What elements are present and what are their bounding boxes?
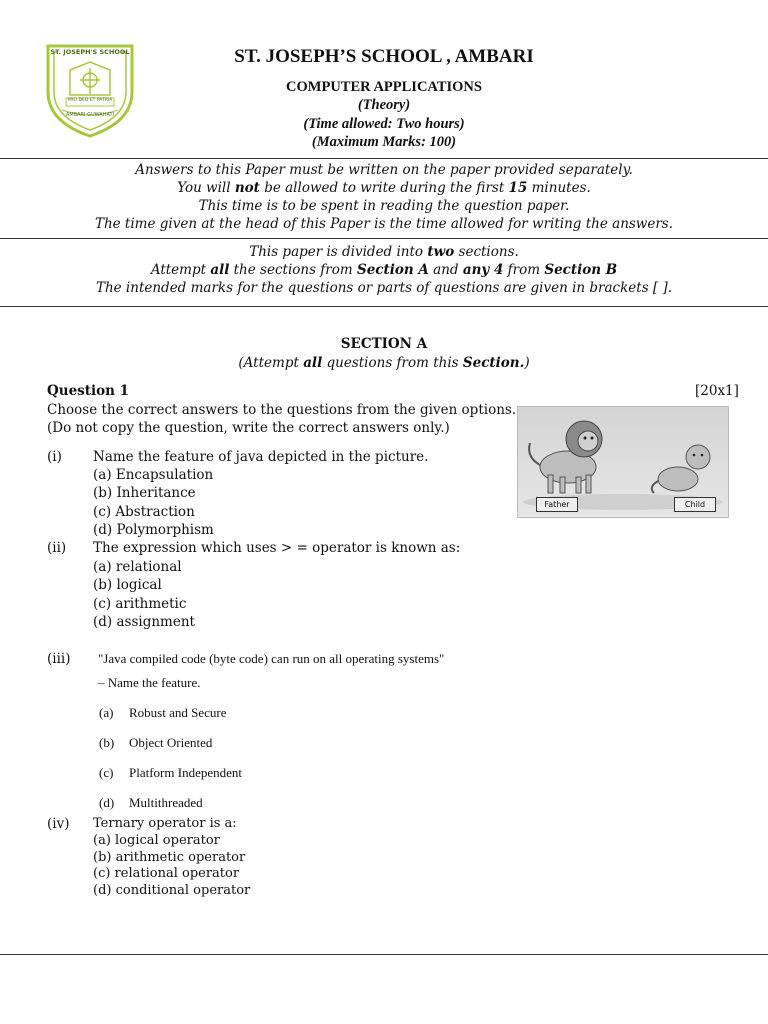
item-text: "Java compiled code (byte code) can run on all operating systems" [98, 651, 445, 666]
option: Platform Independent [129, 765, 242, 780]
divider-1 [0, 158, 768, 159]
option: (d) assignment [93, 614, 195, 630]
subject-title: COMPUTER APPLICATIONS [286, 79, 482, 95]
text-bold: all [303, 355, 323, 371]
text-bold: Section A [356, 262, 429, 278]
option-letter: (c) [99, 765, 114, 780]
divider-2 [0, 238, 768, 239]
logo-bottom-text: AMBARI GUWAHATI [65, 112, 115, 118]
theory-label: (Theory) [357, 97, 411, 113]
text-bold: Section B [544, 262, 618, 278]
text: You will [177, 180, 235, 196]
option-letter: (a) [99, 705, 114, 720]
text-bold: not [234, 180, 260, 196]
instruction-line: The intended marks for the questions or parts of questions are given in brackets [ ]. [95, 280, 673, 296]
option: (a) logical operator [93, 833, 220, 848]
option: Object Oriented [129, 735, 213, 750]
option-letter: (b) [99, 735, 115, 750]
item-number: (iv) [47, 816, 70, 832]
item-number: (ii) [47, 540, 67, 556]
option: (a) Encapsulation [93, 467, 214, 483]
father-label: Father [536, 497, 578, 512]
option-letter: (d) [99, 795, 115, 810]
text: This paper is divided into [249, 244, 428, 260]
text: minutes. [527, 180, 591, 196]
school-name: ST. JOSEPH’S SCHOOL , AMBARI [234, 46, 534, 67]
item-text: The expression which uses > = operator is known as: [93, 540, 461, 556]
section-subtitle [0, 355, 768, 371]
logo-motto: PRO DEO ET PATRIA [67, 98, 113, 103]
option: Multithreaded [129, 795, 203, 810]
instruction-line [0, 244, 768, 260]
item-number: (i) [47, 449, 62, 465]
text: from [503, 262, 545, 278]
text: ) [524, 355, 530, 371]
question-intro: Choose the correct answers to the questions from the given options. [47, 402, 517, 418]
child-label: Child [674, 497, 716, 512]
option: (c) Abstraction [93, 504, 195, 520]
instruction-line: Answers to this Paper must be written on the paper provided separately. [135, 162, 633, 178]
page-bottom-divider [0, 954, 768, 955]
option: (d) Polymorphism [93, 522, 214, 538]
item-text: – Name the feature. [98, 675, 201, 690]
option: (b) Inheritance [93, 485, 196, 501]
text: Attempt [150, 262, 211, 278]
option: (a) relational [93, 559, 182, 575]
instruction-line: The time given at the head of this Paper is the time allowed for writing the answers. [94, 216, 674, 232]
option: (c) relational operator [93, 866, 240, 881]
section-title: SECTION A [340, 336, 428, 352]
question-label: Question 1 [47, 383, 130, 399]
instruction-line [0, 262, 768, 278]
instruction-line: This time is to be spent in reading the question paper. [198, 198, 570, 214]
item-number: (iii) [47, 651, 71, 667]
text-bold: two [427, 244, 455, 260]
text: sections. [454, 244, 519, 260]
option: (b) arithmetic operator [93, 850, 246, 865]
instruction-line [0, 180, 768, 196]
text-bold: any 4 [462, 262, 504, 278]
text: questions from this [322, 355, 463, 371]
time-allowed: (Time allowed: Two hours) [303, 116, 465, 132]
option: (c) arithmetic [93, 596, 187, 612]
item-text: Name the feature of java depicted in the picture. [93, 449, 429, 465]
inheritance-picture [517, 406, 729, 518]
question-intro: (Do not copy the question, write the correct answers only.) [47, 420, 450, 436]
text: (Attempt [238, 355, 304, 371]
divider-3 [0, 306, 768, 307]
text-bold: Section. [462, 355, 525, 371]
text-bold: 15 [508, 180, 528, 196]
question-marks: [20x1] [695, 383, 739, 399]
option: (b) logical [93, 577, 162, 593]
text: and [428, 262, 463, 278]
text-bold: all [210, 262, 230, 278]
text: be allowed to write during the first [259, 180, 509, 196]
option: (d) conditional operator [93, 883, 251, 898]
item-text: Ternary operator is a: [93, 816, 237, 831]
logo-top-text: ST. JOSEPH'S SCHOOL [50, 48, 130, 56]
maximum-marks: (Maximum Marks: 100) [311, 134, 457, 150]
text: the sections from [229, 262, 357, 278]
option: Robust and Secure [129, 705, 227, 720]
